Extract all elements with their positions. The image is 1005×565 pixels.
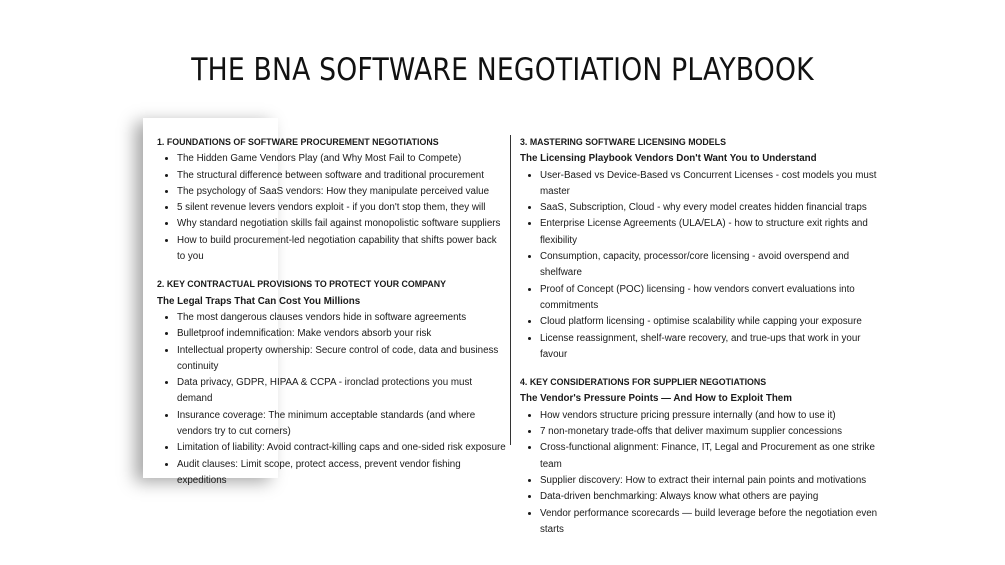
bullet-list	[157, 310, 507, 489]
list-item: • Data-driven benchmarking: Always know what others are paying	[540, 489, 880, 505]
section-heading: 1. FOUNDATIONS OF SOFTWARE PROCUREMENT NEGOTIATIONS	[157, 137, 439, 148]
list-item: • Intellectual property ownership: Secure control of code, data and business continuity	[177, 343, 507, 376]
list-item: • Data privacy, GDPR, HIPAA & CCPA - ironclad protections you must demand	[177, 375, 507, 408]
list-item: • Vendor performance scorecards — build leverage before the negotiation even starts	[540, 506, 880, 539]
list-item: • License reassignment, shelf-ware recovery, and true-ups that work in your favour	[540, 331, 880, 364]
list-item: • The Hidden Game Vendors Play (and Why Most Fail to Compete)	[177, 151, 507, 167]
list-item: • 7 non-monetary trade-offs that deliver maximum supplier concessions	[540, 424, 880, 440]
list-item: • Enterprise License Agreements (ULA/ELA) - how to structure exit rights and flexibility	[540, 216, 880, 249]
list-item: • How to build procurement-led negotiation capability that shifts power back to you	[177, 233, 507, 266]
list-item: • Proof of Concept (POC) licensing - how vendors convert evaluations into commitments	[540, 282, 880, 315]
section-subheading: The Licensing Playbook Vendors Don't Want You to Understand	[520, 153, 817, 165]
section-supplier-negotiations	[520, 375, 880, 538]
section-foundations	[157, 135, 507, 265]
list-item: • Supplier discovery: How to extract their internal pain points and motivations	[540, 473, 880, 489]
list-item: • Why standard negotiation skills fail against monopolistic software suppliers	[177, 216, 507, 232]
page-title: THE BNA SOFTWARE NEGOTIATION PLAYBOOK	[191, 52, 814, 88]
list-item: • SaaS, Subscription, Cloud - why every model creates hidden financial traps	[540, 200, 880, 216]
bullet-list	[520, 408, 880, 538]
bullet-list	[520, 168, 880, 364]
right-column	[520, 135, 880, 550]
list-item: • User-Based vs Device-Based vs Concurrent Licenses - cost models you must master	[540, 168, 880, 201]
left-column	[157, 135, 507, 501]
list-item: • Limitation of liability: Avoid contract-killing caps and one-sided risk exposure	[177, 440, 507, 456]
section-subheading: The Legal Traps That Can Cost You Millions	[157, 295, 361, 307]
section-subheading: The Vendor's Pressure Points — And How to Exploit Them	[520, 393, 792, 405]
list-item: • Audit clauses: Limit scope, protect access, prevent vendor fishing expeditions	[177, 457, 507, 490]
section-heading: 2. KEY CONTRACTUAL PROVISIONS TO PROTECT YOUR COMPANY	[157, 279, 447, 291]
list-item: • Cross-functional alignment: Finance, IT, Legal and Procurement as one strike team	[540, 440, 880, 473]
list-item: • Bulletproof indemnification: Make vendors absorb your risk	[177, 326, 507, 342]
section-contractual-provisions	[157, 277, 507, 489]
list-item: • Insurance coverage: The minimum acceptable standards (and where vendors try to cut corners)	[177, 408, 507, 441]
section-heading: 4. KEY CONSIDERATIONS FOR SUPPLIER NEGOTIATIONS	[520, 377, 767, 389]
section-licensing-models	[520, 135, 880, 363]
list-item: • Cloud platform licensing - optimise scalability while capping your exposure	[540, 314, 880, 330]
list-item: • Consumption, capacity, processor/core licensing - avoid overspend and shelfware	[540, 249, 880, 282]
list-item: • The most dangerous clauses vendors hide in software agreements	[177, 310, 507, 326]
list-item: • The structural difference between software and traditional procurement	[177, 168, 507, 184]
bullet-list	[157, 151, 507, 265]
list-item: • The psychology of SaaS vendors: How they manipulate perceived value	[177, 184, 507, 200]
list-item: • How vendors structure pricing pressure internally (and how to use it)	[540, 408, 880, 424]
list-item: • 5 silent revenue levers vendors exploit - if you don't stop them, they will	[177, 200, 507, 216]
section-heading: 3. MASTERING SOFTWARE LICENSING MODELS	[520, 137, 726, 148]
column-divider	[510, 135, 511, 445]
